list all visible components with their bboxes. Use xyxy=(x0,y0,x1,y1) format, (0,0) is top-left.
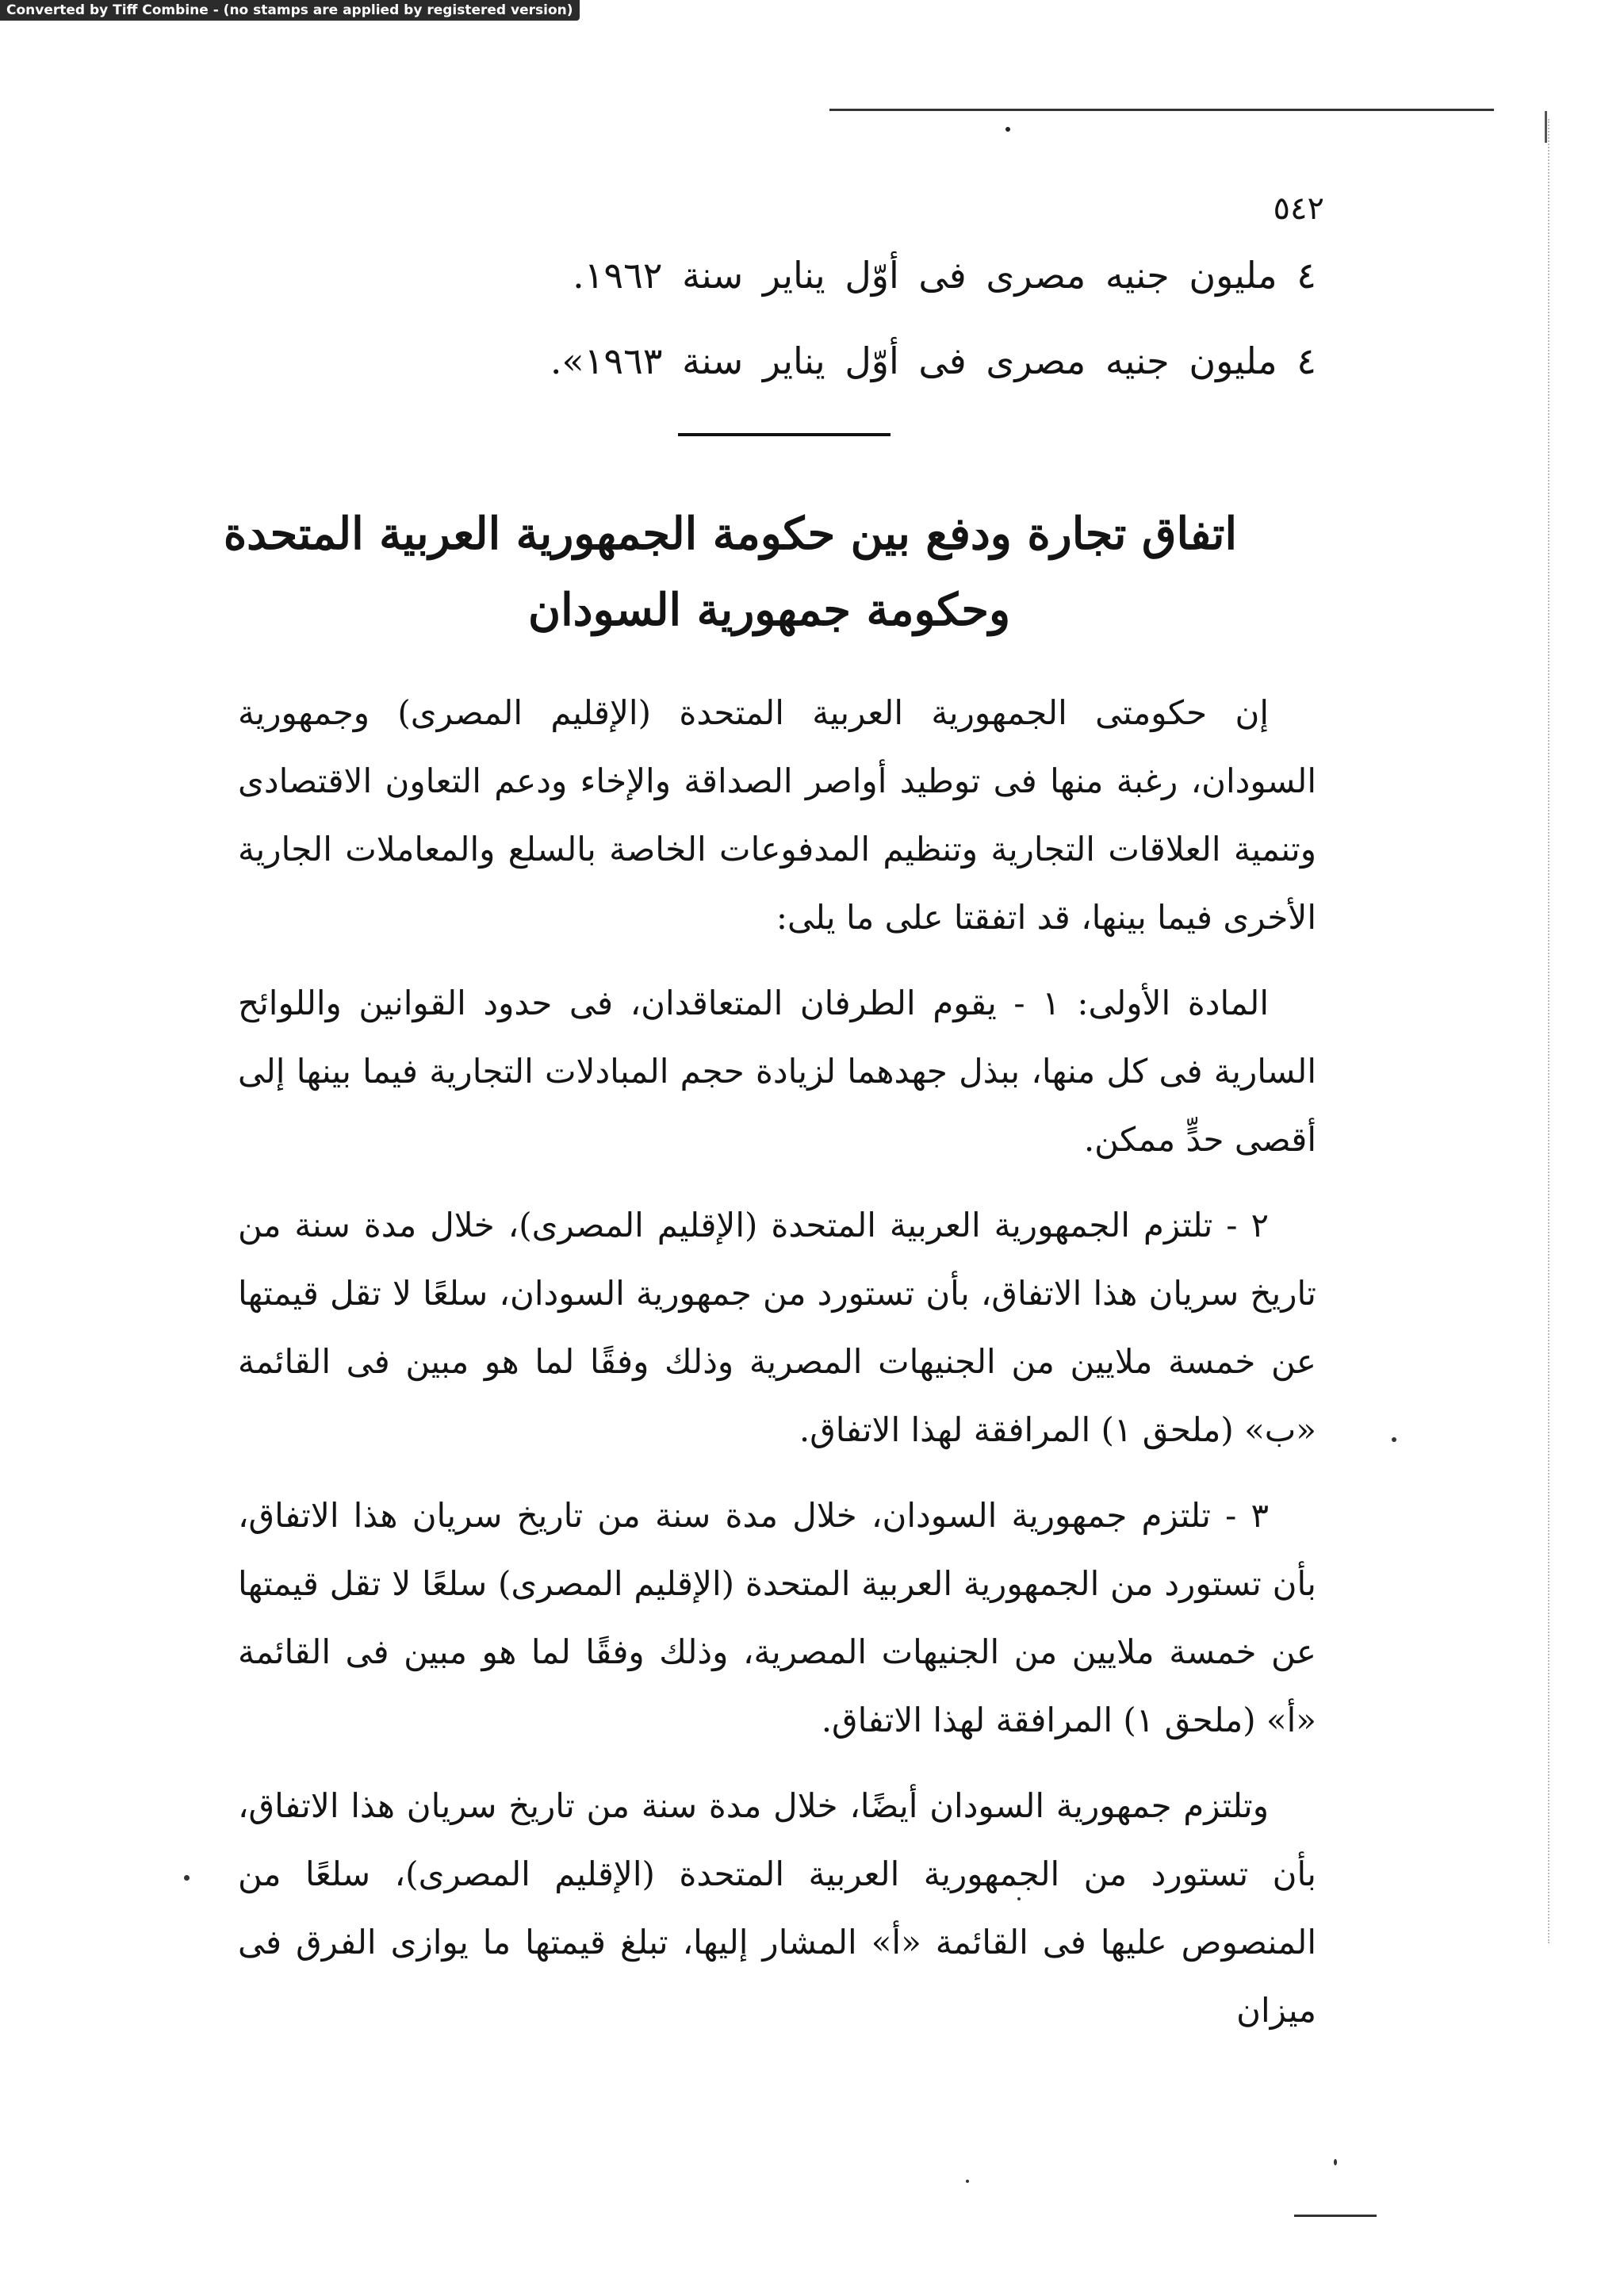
top-rule xyxy=(829,109,1494,111)
article-one-clause-1: المادة الأولى: ١ - يقوم الطرفان المتعاقدان، فى حدود القوانين واللوائح السارية فى كل منها، ببذل جهدهما لزيادة حجم المبادلات التجارية فيما بينها إلى أقصى حدٍّ ممكن. xyxy=(238,984,1316,1159)
scan-speck xyxy=(966,2180,969,2183)
bottom-rule xyxy=(1294,2215,1377,2217)
header-line: ٤ مليون جنيه مصرى فى أوّل يناير سنة ١٩٦٣». xyxy=(550,339,1316,382)
article-one-clause-3-continued: وتلتزم جمهورية السودان أيضًا، خلال مدة سنة من تاريخ سريان هذا الاتفاق، بأن تستورد من الجمهورية العربية المتحدة (الإقليم المصرى)، سلعًا من المنصوص عليها فى القائمة «أ» المشار إليها، تبلغ قيمتها ما يوازى الفرق فى ميزان xyxy=(238,1786,1316,2030)
section-divider xyxy=(678,433,891,436)
scan-speck xyxy=(1392,1437,1396,1442)
converter-watermark: Converted by Tiff Combine - (no stamps are applied by registered version) xyxy=(0,0,580,21)
scan-speck xyxy=(1017,1897,1021,1900)
scan-edge-marks xyxy=(1548,119,1557,1943)
agreement-title: اتفاق تجارة ودفع بين حكومة الجمهورية العربية المتحدة xyxy=(223,508,1237,560)
scan-edge-glyph xyxy=(1545,111,1560,143)
agreement-body xyxy=(238,679,1316,2062)
scan-speck xyxy=(184,1875,190,1881)
article-one-clause-3: ٣ - تلتزم جمهورية السودان، خلال مدة سنة من تاريخ سريان هذا الاتفاق، بأن تستورد من الجمهورية العربية المتحدة (الإقليم المصرى) سلعًا لا تقل قيمتها عن خمسة ملايين من الجنيهات المصرية، وذلك وفقًا لما هو مبين فى القائمة «أ» (ملحق ١) المرافقة لهذا الاتفاق. xyxy=(238,1496,1316,1739)
page-number: ٥٤٢ xyxy=(1273,190,1324,227)
article-one-clause-2: ٢ - تلتزم الجمهورية العربية المتحدة (الإقليم المصرى)، خلال مدة سنة من تاريخ سريان هذا الاتفاق، بأن تستورد من جمهورية السودان، سلعًا لا تقل قيمتها عن خمسة ملايين من الجنيهات المصرية وذلك وفقًا لما هو مبين فى القائمة «ب» (ملحق ١) المرافقة لهذا الاتفاق. xyxy=(238,1206,1316,1449)
header-line: ٤ مليون جنيه مصرى فى أوّل يناير سنة ١٩٦٢. xyxy=(573,254,1316,297)
scan-speck xyxy=(1334,2159,1337,2165)
agreement-title: وحكومة جمهورية السودان xyxy=(527,584,1011,636)
scan-speck xyxy=(1005,127,1010,132)
preamble-paragraph: إن حكومتى الجمهورية العربية المتحدة (الإقليم المصرى) وجمهورية السودان، رغبة منها فى توطيد أواصر الصداقة والإخاء ودعم التعاون الاقتصادى وتنمية العلاقات التجارية وتنظيم المدفوعات الخاصة بالسلع والمعاملات الجارية الأخرى فيما بينها، قد اتفقتا على ما يلى: xyxy=(238,693,1316,937)
